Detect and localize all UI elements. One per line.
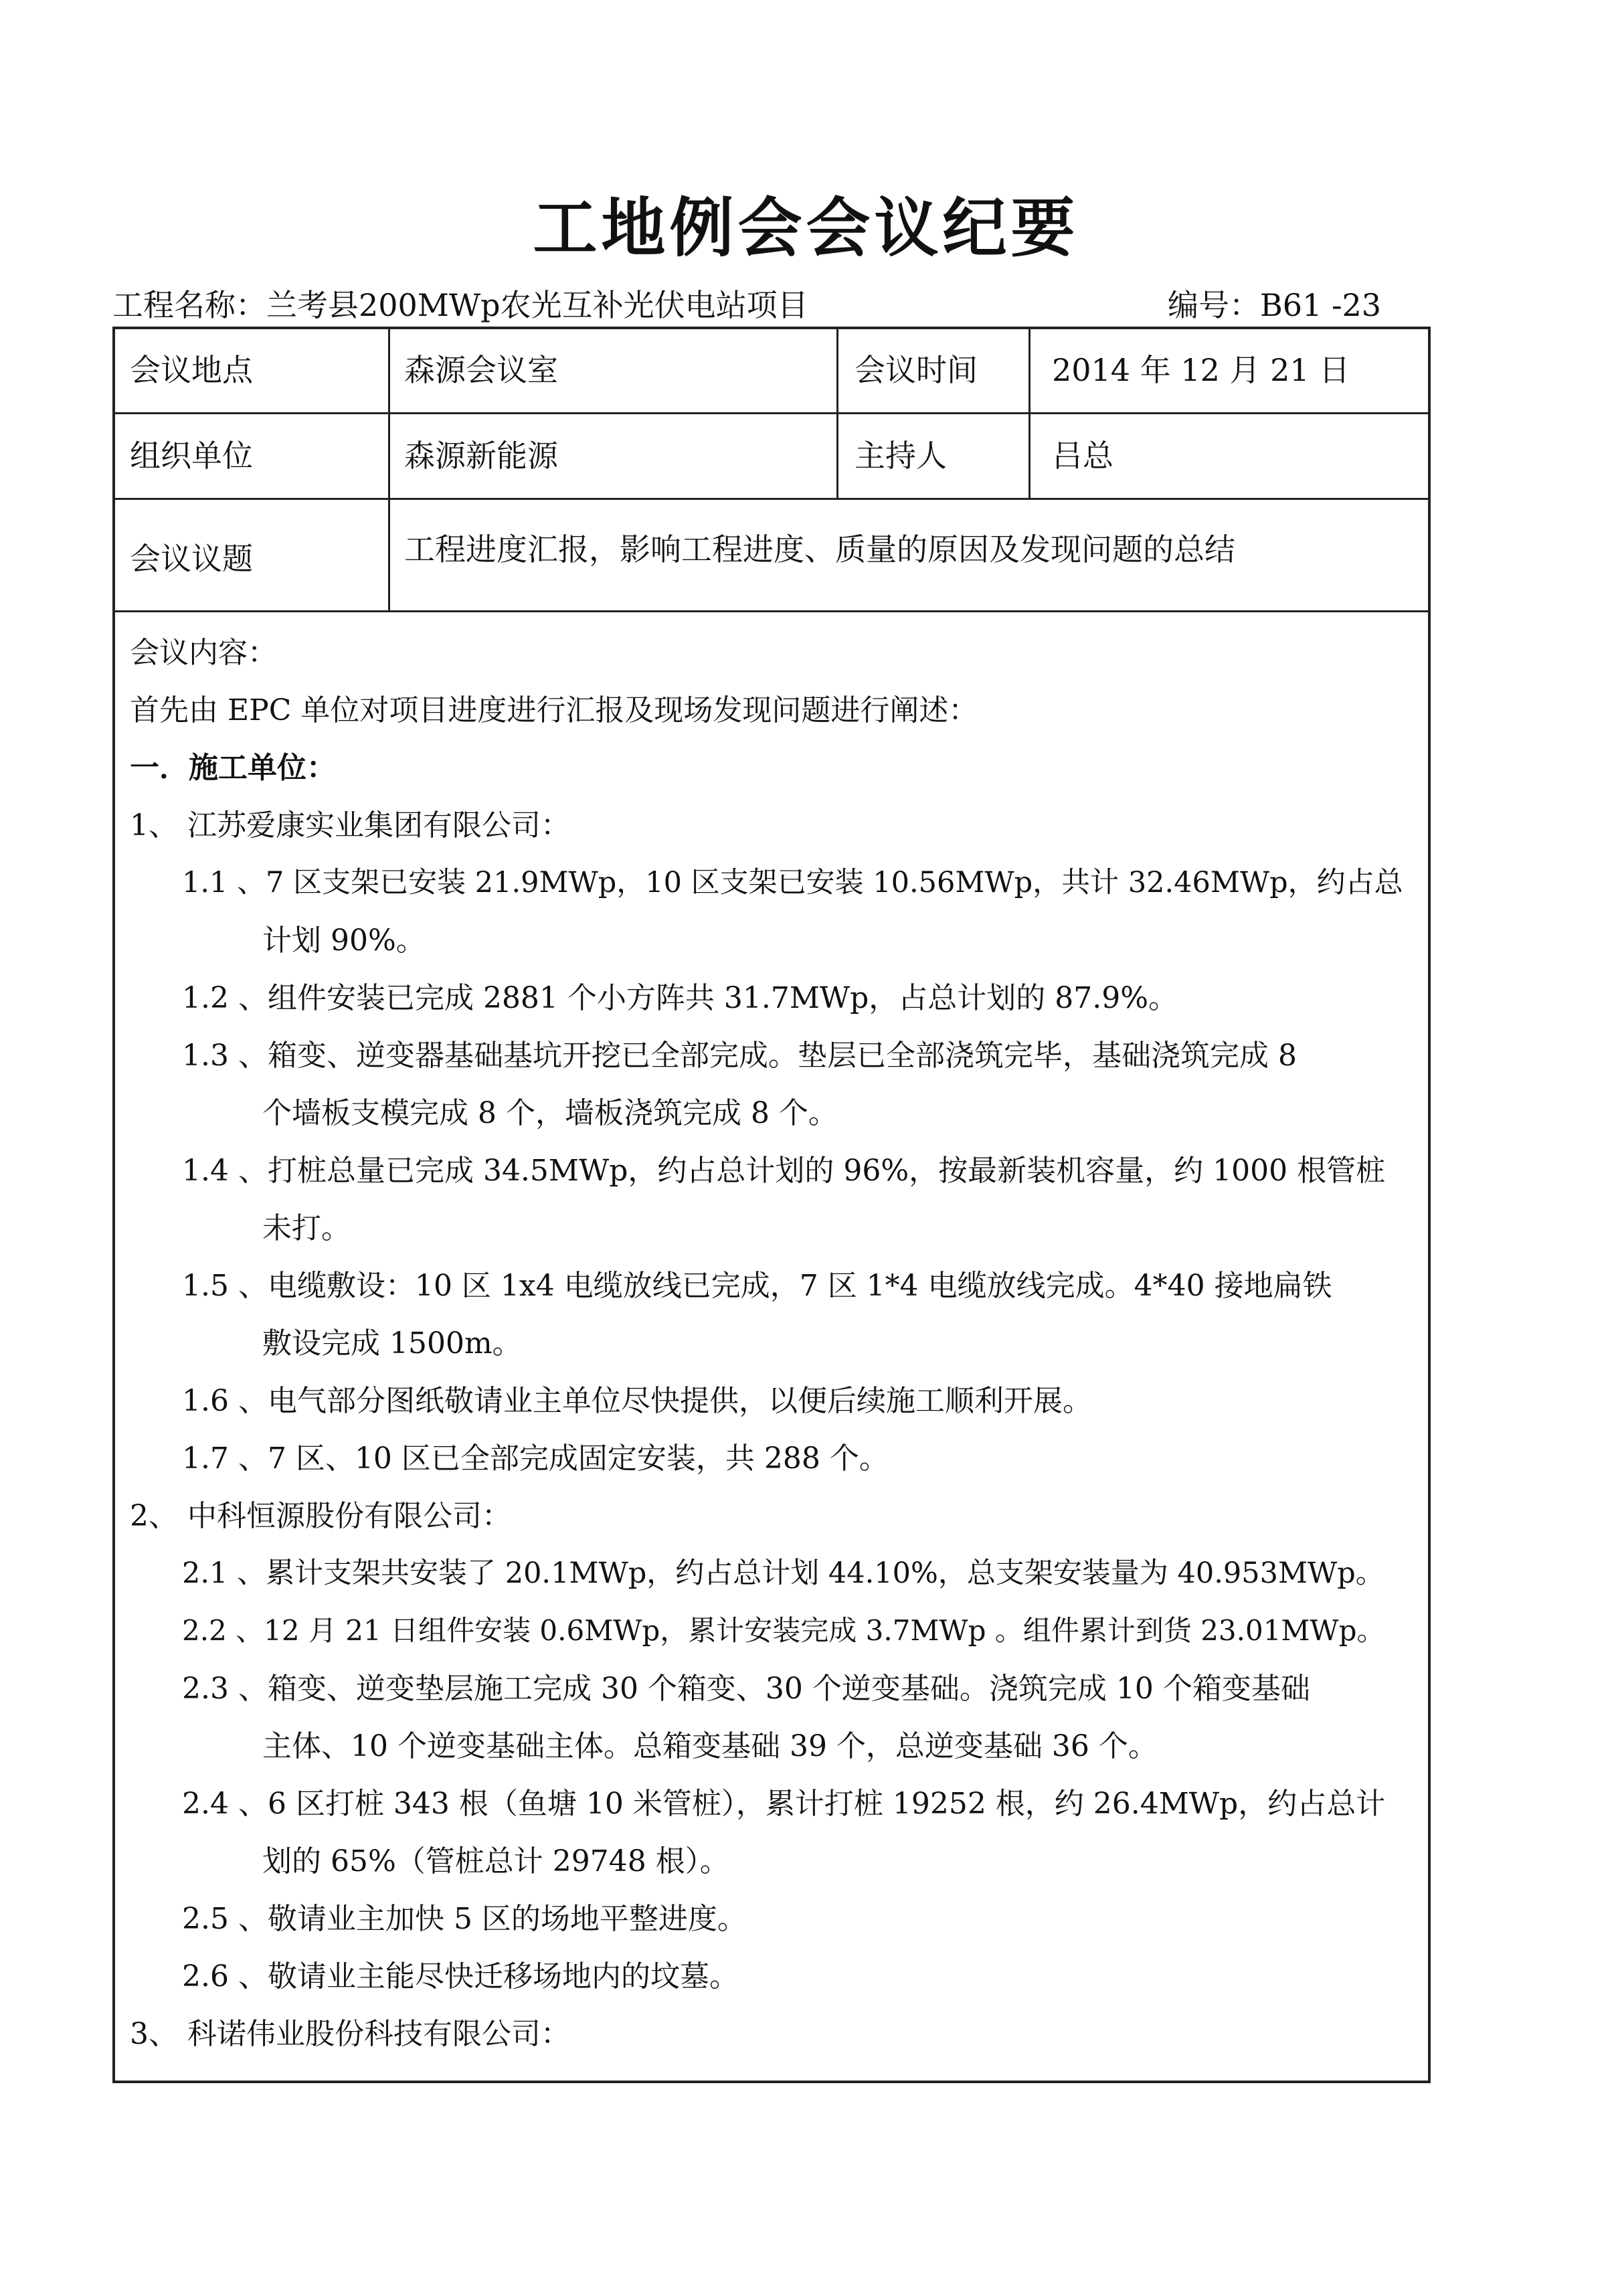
content-intro: 首先由 EPC 单位对项目进度进行汇报及现场发现问题进行阐述：	[130, 693, 978, 727]
content-item: 1.7 、7 区、10 区已全部完成固定安装，共 288 个。	[182, 1441, 889, 1476]
serial-number: 编号：B61 -23	[1168, 287, 1382, 323]
row-divider	[115, 412, 1428, 414]
org-value: 森源新能源	[404, 438, 558, 474]
minutes-form	[112, 327, 1431, 2083]
content-item: 1.1 、7 区支架已安装 21.9MWp，10 区支架已安装 10.56MWp，共计 32.46MWp，约占总	[182, 866, 1403, 899]
document-title: 工地例会会议纪要	[533, 191, 1079, 266]
content-item: 1.3 、箱变、逆变器基础基坑开挖已全部完成。垫层已全部浇筑完毕，基础浇筑完成 8	[182, 1039, 1297, 1073]
content-item: 2.5 、敬请业主加快 5 区的场地平整进度。	[182, 1902, 747, 1936]
content-item: 2.1 、累计支架共安装了 20.1MWp，约占总计划 44.10%，总支架安装量为 40.953MWp。	[182, 1557, 1384, 1590]
section-heading: 一．施工单位：	[130, 751, 336, 785]
column-divider	[1028, 329, 1031, 498]
column-divider	[836, 329, 838, 498]
content-heading: 会议内容：	[130, 636, 277, 670]
content-item: 2.6 、敬请业主能尽快迁移场地内的坟墓。	[182, 1959, 739, 1994]
content-item: 1.6 、电气部分图纸敬请业主单位尽快提供，以便后续施工顺利开展。	[182, 1384, 1092, 1418]
row-divider	[115, 498, 1428, 500]
content-item: 1.5 、电缆敷设：10 区 1x4 电缆放线已完成，7 区 1*4 电缆放线完成。4*40 接地扁铁	[182, 1269, 1332, 1303]
content-item: 2.4 、6 区打桩 343 根（鱼塘 10 米管桩），累计打桩 19252 根，约 26.4MWp，约占总计	[182, 1787, 1386, 1821]
content-item-cont: 个墙板支模完成 8 个，墙板浇筑完成 8 个。	[262, 1096, 838, 1130]
content-item: 1.4 、打桩总量已完成 34.5MWp，约占总计划的 96%，按最新装机容量，约 1000 根管桩	[182, 1154, 1386, 1188]
content-item: 2.2 、12 月 21 日组件安装 0.6MWp，累计安装完成 3.7MWp 。组件累计到货 23.01MWp。	[182, 1614, 1385, 1647]
content-item: 2.3 、箱变、逆变垫层施工完成 30 个箱变、30 个逆变基础。浇筑完成 10 个箱变基础	[182, 1672, 1310, 1706]
content-item-cont: 计划 90%。	[262, 923, 426, 958]
topic-label: 会议议题	[130, 541, 253, 577]
time-value: 2014 年 12 月 21 日	[1052, 352, 1350, 388]
contractor-heading: 3、 科诺伟业股份科技有限公司：	[130, 2017, 570, 2051]
content-item: 1.2 、组件安装已完成 2881 个小方阵共 31.7MWp，占总计划的 87.9%。	[182, 981, 1178, 1015]
host-value: 吕总	[1052, 438, 1113, 474]
column-divider	[388, 329, 390, 610]
location-value: 森源会议室	[404, 352, 558, 388]
topic-value: 工程进度汇报，影响工程进度、质量的原因及发现问题的总结	[404, 531, 1235, 567]
host-label: 主持人	[855, 438, 947, 474]
content-item-cont: 未打。	[262, 1211, 351, 1245]
location-label: 会议地点	[130, 352, 253, 388]
contractor-heading: 1、 江苏爱康实业集团有限公司：	[130, 808, 570, 843]
time-label: 会议时间	[855, 352, 978, 388]
content-item-cont: 划的 65%（管桩总计 29748 根）。	[262, 1844, 729, 1878]
contractor-heading: 2、 中科恒源股份有限公司：	[130, 1499, 511, 1533]
row-divider	[115, 610, 1428, 612]
project-name: 工程名称：兰考县200MWp农光互补光伏电站项目	[112, 287, 808, 323]
org-label: 组织单位	[130, 438, 253, 474]
content-item-cont: 主体、10 个逆变基础主体。总箱变基础 39 个，总逆变基础 36 个。	[262, 1729, 1158, 1763]
content-item-cont: 敷设完成 1500m。	[262, 1326, 522, 1360]
